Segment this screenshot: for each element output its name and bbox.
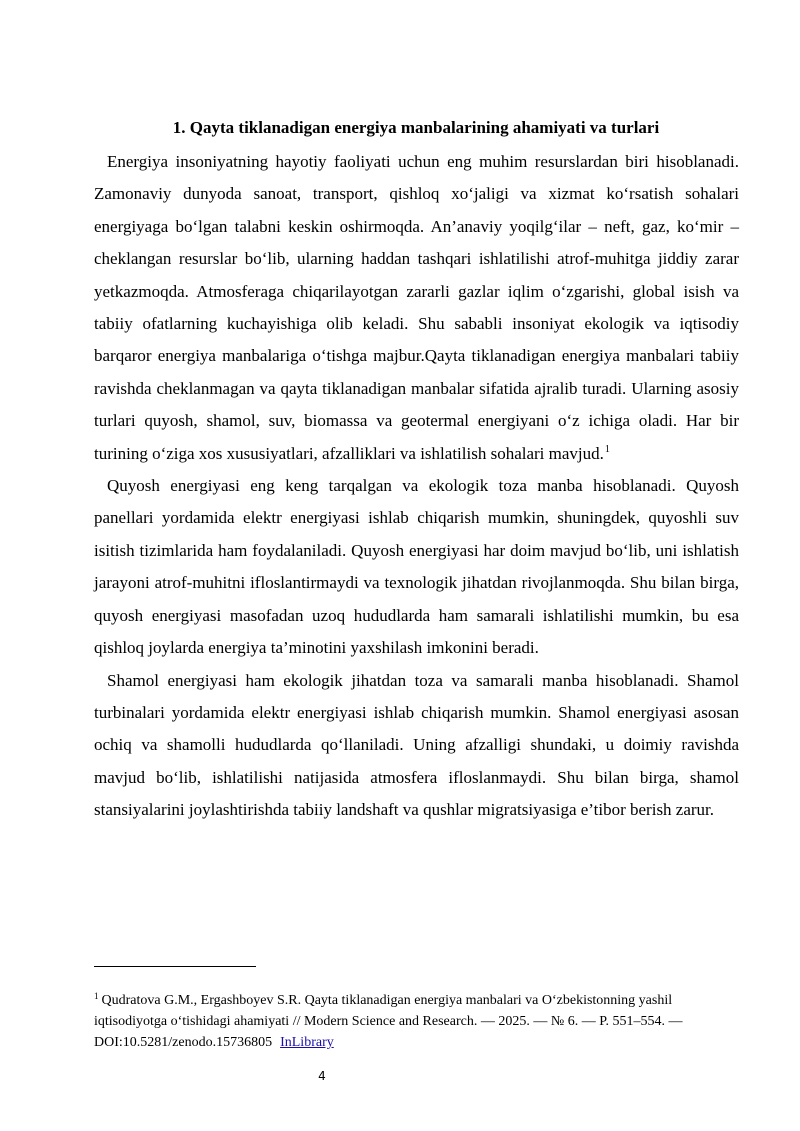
footnote-number: 1 bbox=[94, 991, 99, 1001]
footnote-text: Qudratova G.M., Ergashboyev S.R. Qayta tiklanadigan energiya manbalari va O‘zbekistonning yashil iqtisodiyotga o‘tishidagi ahamiyati // Modern Science and Research. — 2025. — № 6. — P. 551–554. — DOI:10.5281/zenodo.15736805 bbox=[94, 993, 683, 1050]
section-heading: 1. Qayta tiklanadigan energiya manbalarining ahamiyati va turlari bbox=[172, 118, 660, 137]
paragraph-wind-energy bbox=[94, 665, 739, 827]
footnote bbox=[94, 990, 734, 1053]
page-number: 4 bbox=[318, 1069, 326, 1083]
body-text bbox=[94, 146, 739, 827]
paragraph-energy-overview bbox=[94, 146, 739, 470]
footnote-divider bbox=[94, 966, 256, 967]
paragraph-text: Quyosh energiyasi eng keng tarqalgan va ekologik toza manba hisoblanadi. Quyosh panellari yordamida elektr energiyasi ishlab chiqarish mumkin, shuningdek, quyoshli suv isitish tizimlarida ham foydalaniladi. Quyosh energiyasi har doim mavjud bo‘lib, uni ishlatish jarayoni atrof-muhitni ifloslantirmaydi va texnologik jihatdan rivojlanmoqda. Shu bilan birga, quyosh energiyasi masofadan uzoq hududlarda ham samarali ishlatilishi mumkin, bu esa qishloq joylarda energiya ta’minotini yaxshilash imkonini beradi. bbox=[94, 476, 739, 658]
inlibrary-link[interactable]: InLibrary bbox=[280, 1035, 334, 1050]
paragraph-text: Energiya insoniyatning hayotiy faoliyati uchun eng muhim resurslardan biri hisoblanadi. Zamonaviy dunyoda sanoat, transport, qishloq xo‘jaligi va xizmat ko‘rsatish sohalari energiyaga bo‘lgan talabni keskin oshirmoqda. An’anaviy yoqilg‘ilar – neft, gaz, ko‘mir – cheklangan resurslar bo‘lib, ularning haddan tashqari ishlatilishi atrof-muhitga jiddiy zarar yetkazmoqda. Atmosferaga chiqarilayotgan zararli gazlar iqlim o‘zgarishi, global isish va tabiiy ofatlarning kuchayishiga olib keladi. Shu sababli insoniyat ekologik va iqtisodiy barqaror energiya manbalariga o‘tishga majbur.Qayta tiklanadigan energiya manbalari tabiiy ravishda cheklanmagan va qayta tiklanadigan manbalar sifatida ajralib turadi. Ularning asosiy turlari quyosh, shamol, suv, biomassa va geotermal energiyani o‘z ichiga oladi. Har bir turining o‘ziga xos xususiyatlari, afzalliklari va ishlatilish sohalari mavjud. bbox=[94, 152, 739, 463]
footnote-reference[interactable]: 1 bbox=[604, 443, 610, 455]
paragraph-solar-energy bbox=[94, 470, 739, 664]
paragraph-text: Shamol energiyasi ham ekologik jihatdan toza va samarali manba hisoblanadi. Shamol turbinalari yordamida elektr energiyasi ishlab chiqarish mumkin. Shamol energiyasi asosan ochiq va shamolli hududlarda qo‘llaniladi. Uning afzalligi shundaki, u doimiy ravishda mavjud bo‘lib, ishlatilishi natijasida atmosfera ifloslanmaydi. Shu bilan birga, shamol stansiyalarini joylashtirishda tabiiy landshaft va qushlar migratsiyasiga e’tibor berish zarur. bbox=[94, 670, 739, 820]
